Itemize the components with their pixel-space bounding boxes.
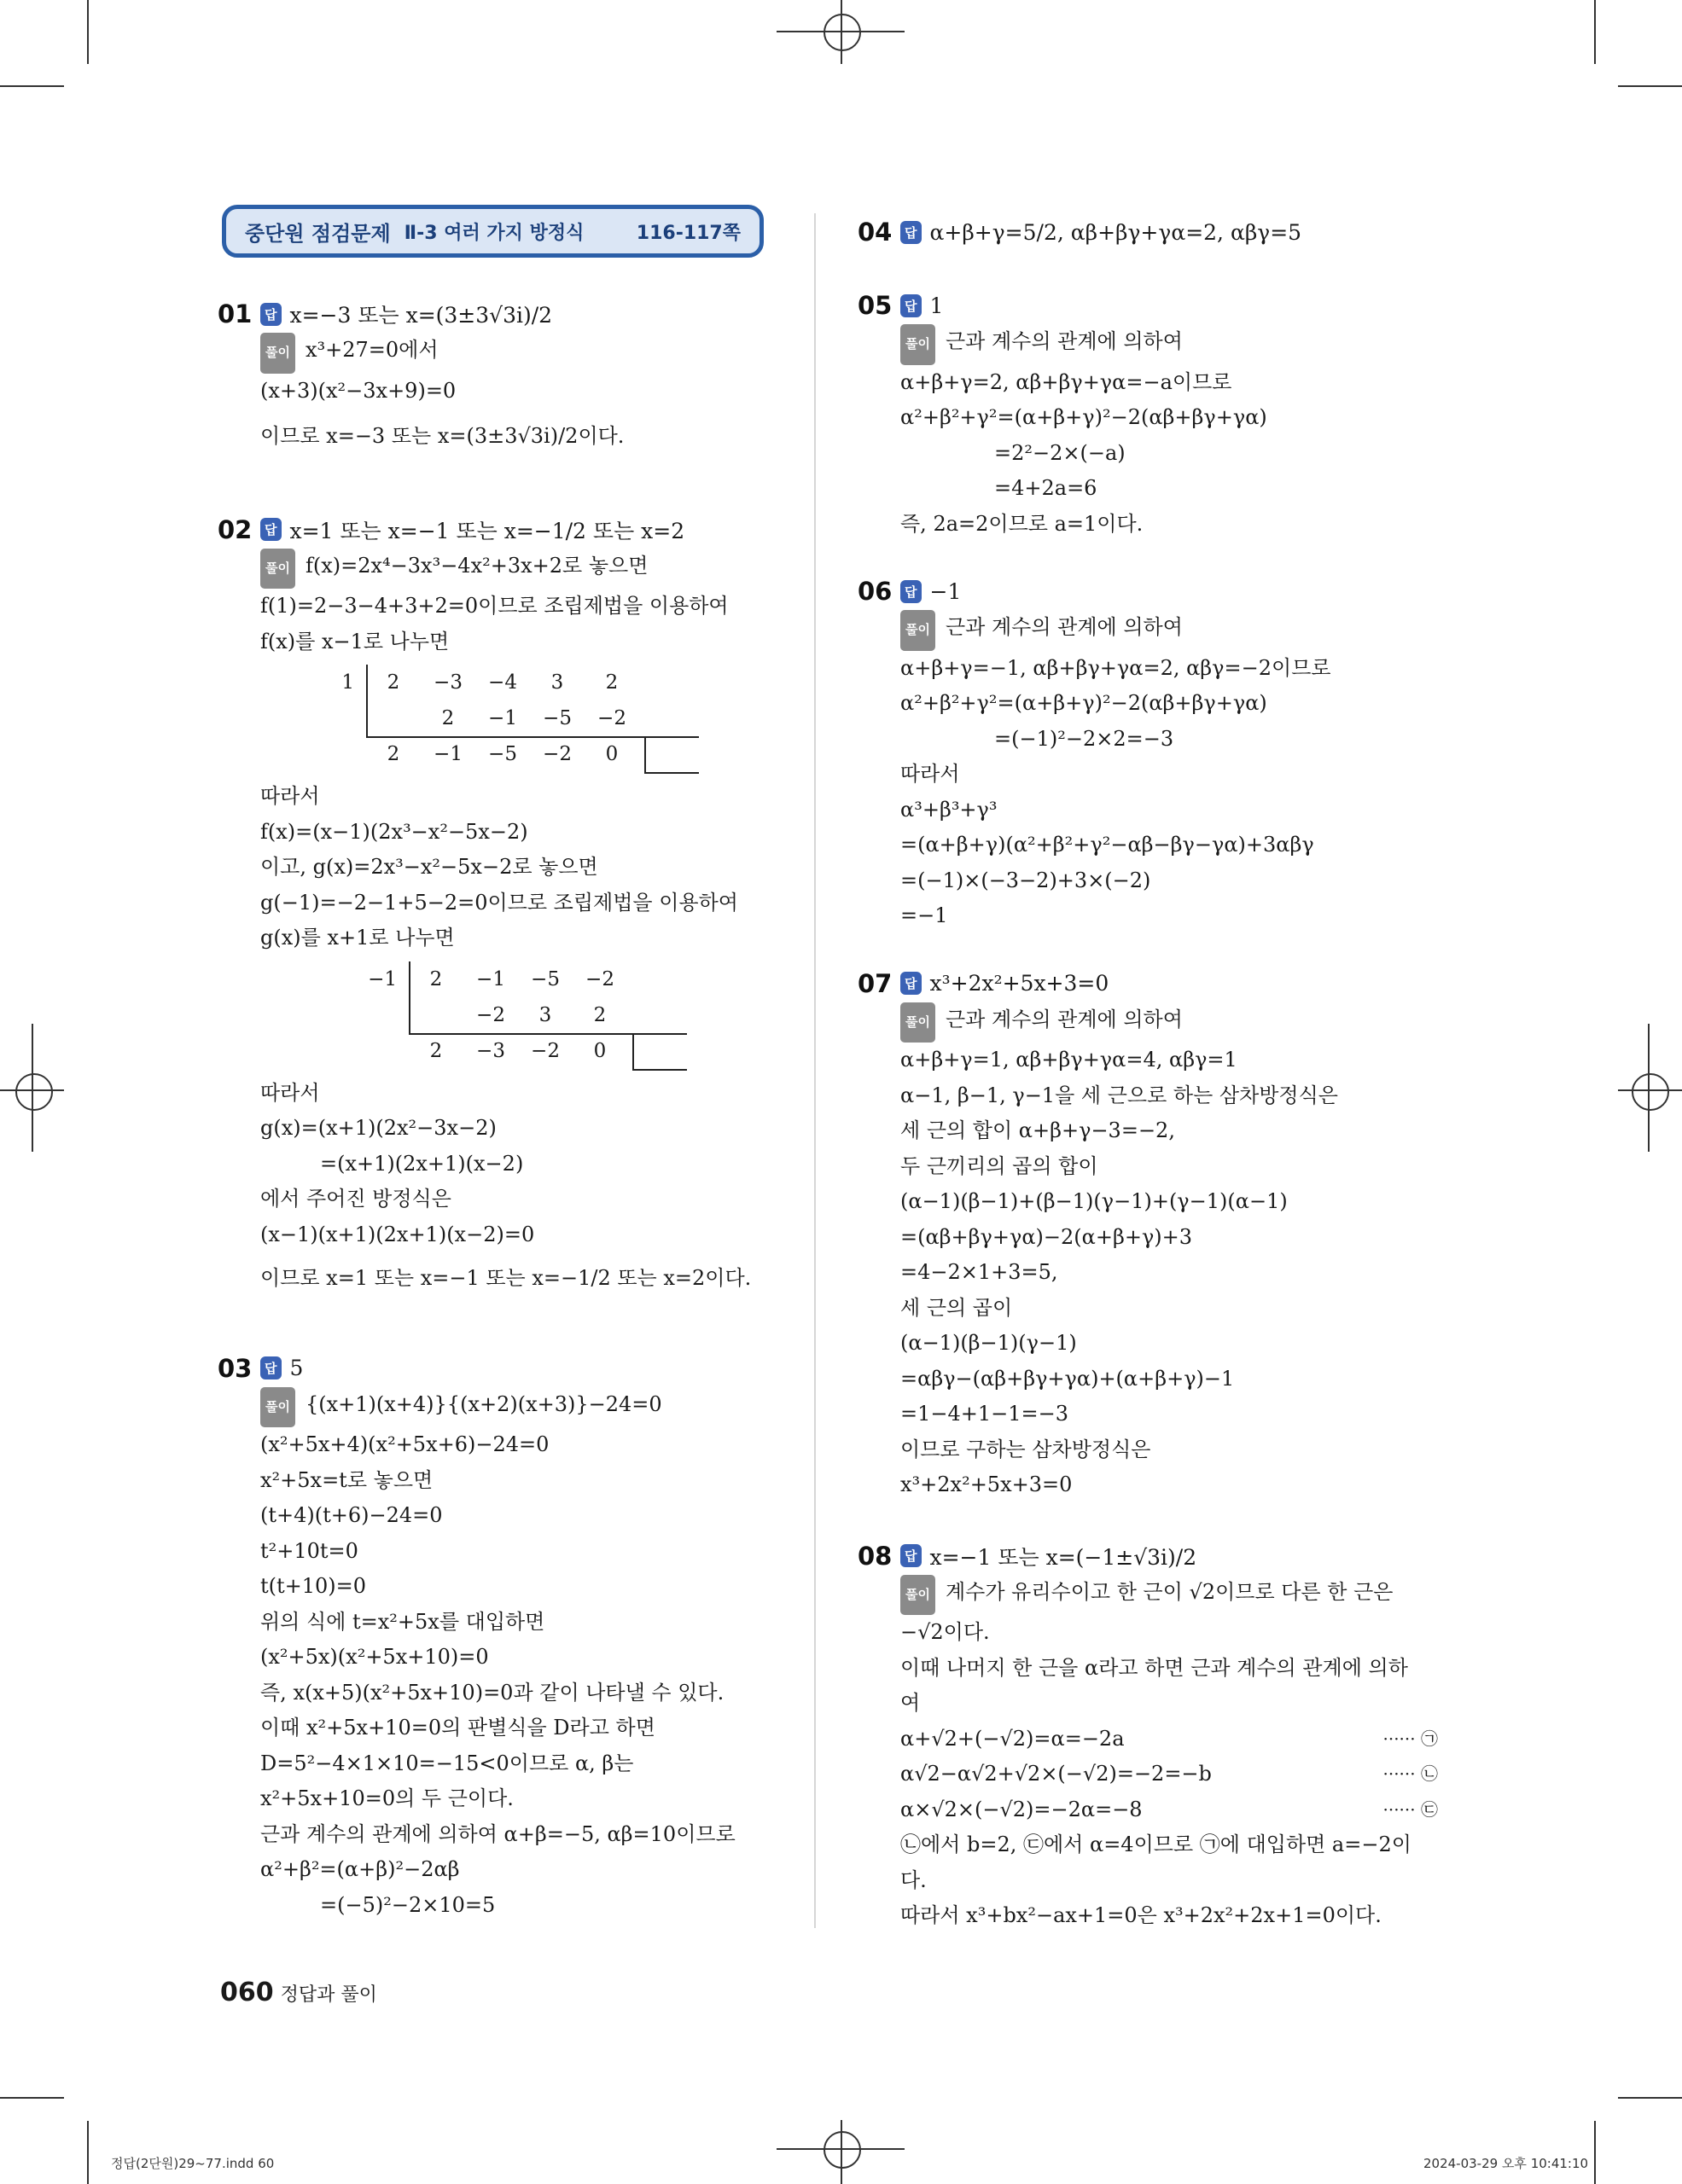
answer-text: 5	[289, 1356, 304, 1380]
solution-line: 이때 나머지 한 근을 α라고 하면 근과 계수의 관계에 의하	[900, 1655, 1408, 1680]
solution-line: α³+β³+γ³	[900, 797, 998, 822]
crop-mark	[87, 2121, 89, 2184]
solution-line: (x²+5x+4)(x²+5x+6)−24=0	[260, 1432, 550, 1456]
table-cell: 0	[605, 743, 619, 765]
solution-line: 따라서	[260, 1080, 320, 1105]
solution-tag: 풀이	[260, 333, 295, 374]
solution-line: =4−2×1+3=5,	[900, 1260, 1058, 1284]
solution-line: (x−1)(x+1)(2x+1)(x−2)=0	[260, 1222, 535, 1246]
table-cell: 2	[387, 671, 400, 694]
solution-tag: 풀이	[900, 324, 935, 365]
solution-line: ㉡에서 b=2, ㉢에서 α=4이므로 ㉠에 대입하면 a=−2이	[900, 1833, 1411, 1856]
problem-number: 02	[218, 514, 253, 544]
table-cell: −2	[543, 743, 572, 765]
problem-03	[218, 1350, 781, 1924]
solution-tag: 풀이	[260, 1387, 295, 1428]
table-cell: −1	[476, 967, 505, 990]
crop-mark	[1594, 0, 1596, 64]
solution-line: −√2이다.	[900, 1620, 990, 1644]
solution-line: D=5²−4×1×10=−15<0이므로 α, β는	[260, 1751, 634, 1775]
answer-tag: 답	[260, 303, 282, 326]
solution-line: 이므로 x=−3 또는 x=(3±3√3i)/2이다.	[260, 424, 625, 448]
problem-07	[858, 965, 1438, 1503]
solution-line: 이고, g(x)=2x³−x²−5x−2로 놓으면	[260, 855, 598, 879]
table-cell: 2	[387, 743, 400, 765]
solution-line: =(x+1)(2x+1)(x−2)	[320, 1151, 524, 1176]
answer-tag: 답	[900, 1544, 922, 1567]
column-divider	[814, 213, 816, 1928]
solution-line: x²+5x=t로 놓으면	[260, 1467, 434, 1492]
problem-05	[858, 287, 1438, 542]
table-cell: 2	[605, 671, 619, 694]
solution-tag: 풀이	[900, 1575, 935, 1616]
equation-line	[900, 1757, 1438, 1792]
registration-mark	[15, 1073, 53, 1111]
equation-marker: ······ ㉢	[1382, 1798, 1438, 1820]
solution-tag: 풀이	[900, 610, 935, 651]
solution-line: 근과 계수의 관계에 의하여	[945, 329, 1183, 353]
answer-text: α+β+γ=5/2, αβ+βγ+γα=2, αβγ=5	[929, 219, 1302, 245]
solution-line: 이므로 구하는 삼차방정식은	[900, 1437, 1151, 1461]
solution-line: 따라서 x³+bx²−ax+1=0은 x³+2x²+2x+1=0이다.	[900, 1903, 1382, 1927]
answer-tag: 답	[900, 221, 922, 244]
synthetic-division-table	[303, 665, 781, 772]
equation: α√2−α√2+√2×(−√2)=−2=−b	[900, 1762, 1212, 1786]
crop-mark	[1594, 2121, 1596, 2184]
table-cell: 2	[429, 1039, 443, 1062]
table-cell: 3	[550, 671, 564, 694]
problem-number: 03	[218, 1353, 253, 1383]
slug-filename: 정답(2단원)29~77.indd 60	[111, 2156, 275, 2171]
table-cell: −1	[434, 743, 463, 765]
solution-line: (α−1)(β−1)+(β−1)(γ−1)+(γ−1)(α−1)	[900, 1189, 1288, 1213]
solution-line: α−1, β−1, γ−1을 세 근으로 하는 삼차방정식은	[900, 1083, 1338, 1107]
table-cell: 0	[593, 1039, 607, 1062]
solution-line: f(x)=2x⁴−3x³−4x²+3x+2로 놓으면	[305, 553, 649, 578]
table-cell: 2	[429, 967, 443, 990]
answer-text: −1	[929, 578, 962, 604]
crop-mark	[841, 2120, 842, 2184]
solution-line: α²+β²=(α+β)²−2αβ	[260, 1857, 460, 1881]
solution-line: x³+27=0에서	[305, 338, 439, 362]
banner-section: Ⅱ-3 여러 가지 방정식	[404, 222, 585, 244]
answer-text: x³+2x²+5x+3=0	[929, 971, 1109, 996]
table-cell: −1	[368, 967, 397, 990]
solution-line: f(x)를 x−1로 나누면	[260, 629, 450, 653]
solution-line: 세 근의 곱이	[900, 1295, 1013, 1320]
solution-line: g(−1)=−2−1+5−2=0이므로 조립제법을 이용하여	[260, 890, 738, 915]
answer-tag: 답	[260, 518, 282, 541]
table-cell: 2	[441, 707, 455, 729]
table-cell: −5	[488, 743, 517, 765]
solution-line: 따라서	[260, 784, 320, 808]
equation: α×√2×(−√2)=−2α=−8	[900, 1797, 1143, 1821]
answer-text: x=−1 또는 x=(−1±√3i)/2	[929, 1544, 1197, 1570]
solution-line: g(x)=(x+1)(2x²−3x−2)	[260, 1116, 497, 1140]
banner-title: 중단원 점검문제	[245, 221, 391, 246]
answer-text: 1	[929, 293, 944, 318]
solution-line: (x+3)(x²−3x+9)=0	[260, 378, 457, 403]
solution-line: 따라서	[900, 762, 960, 786]
registration-mark	[824, 2131, 861, 2169]
solution-line: =(−5)²−2×10=5	[320, 1892, 496, 1917]
solution-tag: 풀이	[900, 1002, 935, 1043]
synthetic-division-table	[346, 961, 781, 1069]
solution-line: x³+2x²+5x+3=0	[900, 1472, 1073, 1496]
table-cell: −5	[543, 707, 572, 729]
crop-mark	[32, 1024, 33, 1152]
problem-08	[858, 1537, 1438, 1934]
solution-line: 근과 계수의 관계에 의하여 α+β=−5, αβ=10이므로	[260, 1821, 736, 1846]
table-cell: −3	[434, 671, 463, 694]
solution-line: 이므로 x=1 또는 x=−1 또는 x=−1/2 또는 x=2이다.	[260, 1266, 752, 1290]
table-cell: −3	[476, 1039, 505, 1062]
solution-line: 근과 계수의 관계에 의하여	[945, 615, 1183, 639]
equation: α+√2+(−√2)=α=−2a	[900, 1726, 1125, 1751]
solution-line: α²+β²+γ²=(α+β+γ)²−2(αβ+βγ+γα)	[900, 691, 1267, 715]
banner-pages: 116-117쪽	[636, 222, 741, 244]
problem-number: 08	[858, 1541, 893, 1571]
section-banner	[222, 205, 764, 258]
answer-tag: 답	[260, 1356, 282, 1380]
solution-line: α²+β²+γ²=(α+β+γ)²−2(αβ+βγ+γα)	[900, 405, 1267, 429]
footer-text: 정답과 풀이	[280, 1984, 377, 2006]
solution-line: =(−1)×(−3−2)+3×(−2)	[900, 868, 1151, 892]
table-cell: −1	[488, 707, 517, 729]
answer-text: x=1 또는 x=−1 또는 x=−1/2 또는 x=2	[289, 518, 685, 543]
problem-02	[218, 511, 781, 1297]
equation-line	[900, 1792, 1438, 1828]
problem-01	[218, 295, 781, 455]
problem-number: 01	[218, 299, 253, 328]
answer-tag: 답	[900, 580, 922, 603]
table-cell: −5	[531, 967, 560, 990]
crop-mark	[777, 2148, 905, 2150]
solution-line: =2²−2×(−a)	[994, 440, 1126, 465]
registration-mark	[824, 14, 861, 51]
page-footer	[220, 1978, 377, 2007]
crop-mark	[1618, 2097, 1682, 2099]
registration-mark	[1632, 1073, 1669, 1111]
solution-line: 다.	[900, 1867, 927, 1892]
table-cell: −2	[476, 1003, 505, 1026]
problem-06	[858, 572, 1438, 934]
problem-number: 05	[858, 291, 893, 320]
solution-tag: 풀이	[260, 549, 295, 590]
solution-line: 계수가 유리수이고 한 근이 √2이므로 다른 한 근은	[945, 1579, 1394, 1604]
problem-number: 06	[858, 577, 893, 606]
crop-mark	[1618, 1089, 1682, 1091]
crop-mark	[87, 0, 89, 64]
solution-line: =αβγ−(αβ+βγ+γα)+(α+β+γ)−1	[900, 1366, 1235, 1391]
solution-line: α+β+γ=2, αβ+βγ+γα=−a이므로	[900, 369, 1232, 394]
crop-mark	[777, 31, 905, 32]
solution-line: 두 근끼리의 곱의 합이	[900, 1153, 1098, 1178]
solution-line: 위의 식에 t=x²+5x를 대입하면	[260, 1609, 545, 1634]
crop-mark	[1648, 1024, 1650, 1152]
table-cell: −4	[488, 671, 517, 694]
solution-line: 여	[900, 1691, 921, 1715]
solution-line: 즉, x(x+5)(x²+5x+10)=0과 같이 나타낼 수 있다.	[260, 1680, 725, 1705]
solution-line: α+β+γ=1, αβ+βγ+γα=4, αβγ=1	[900, 1048, 1237, 1072]
solution-line: f(x)=(x−1)(2x³−x²−5x−2)	[260, 819, 528, 844]
table-cell: −2	[585, 967, 614, 990]
crop-mark	[1618, 85, 1682, 87]
solution-line: 세 근의 합이 α+β+γ−3=−2,	[900, 1118, 1175, 1142]
answer-tag: 답	[900, 294, 922, 317]
solution-line: =4+2a=6	[994, 476, 1097, 500]
table-cell: 2	[593, 1003, 607, 1026]
problem-number: 07	[858, 968, 893, 998]
solution-line: 즉, 2a=2이므로 a=1이다.	[900, 511, 1144, 536]
solution-line: (α−1)(β−1)(γ−1)	[900, 1331, 1077, 1355]
solution-line: (t+4)(t+6)−24=0	[260, 1503, 443, 1527]
solution-line: t(t+10)=0	[260, 1574, 367, 1598]
page-number: 060	[220, 1978, 274, 2007]
solution-line: t²+10t=0	[260, 1538, 358, 1563]
table-cell: −2	[597, 707, 626, 729]
solution-line: g(x)를 x+1로 나누면	[260, 926, 455, 950]
table-cell: 3	[538, 1003, 552, 1026]
solution-line: =−1	[900, 903, 948, 927]
solution-line: =(α+β+γ)(α²+β²+γ²−αβ−βγ−γα)+3αβγ	[900, 833, 1314, 857]
left-column	[218, 205, 781, 1923]
answer-text: x=−3 또는 x=(3±3√3i)/2	[289, 303, 553, 328]
solution-line: f(1)=2−3−4+3+2=0이므로 조립제법을 이용하여	[260, 594, 729, 618]
slug-timestamp: 2024-03-29 오후 10:41:10	[1423, 2156, 1589, 2171]
solution-line: =(−1)²−2×2=−3	[994, 726, 1174, 751]
table-cell: 1	[341, 671, 354, 694]
equation-marker: ······ ㉠	[1382, 1728, 1438, 1749]
right-column	[858, 205, 1438, 1934]
solution-line: 에서 주어진 방정식은	[260, 1187, 451, 1211]
solution-line: x²+5x+10=0의 두 근이다.	[260, 1786, 514, 1810]
crop-mark	[0, 2097, 64, 2099]
solution-line: 근과 계수의 관계에 의하여	[945, 1007, 1183, 1031]
solution-line: =(αβ+βγ+γα)−2(α+β+γ)+3	[900, 1224, 1193, 1249]
equation-marker: ······ ㉡	[1382, 1763, 1438, 1784]
solution-line: =1−4+1−1=−3	[900, 1402, 1069, 1426]
solution-line: 이때 x²+5x+10=0의 판별식을 D라고 하면	[260, 1716, 655, 1740]
solution-line: α+β+γ=−1, αβ+βγ+γα=2, αβγ=−2이므로	[900, 655, 1331, 680]
crop-mark	[0, 1089, 64, 1091]
solution-line: (x²+5x)(x²+5x+10)=0	[260, 1645, 489, 1669]
equation-line	[900, 1722, 1438, 1757]
table-cell: −2	[531, 1039, 560, 1062]
problem-number: 04	[858, 218, 893, 247]
solution-line: {(x+1)(x+4)}{(x+2)(x+3)}−24=0	[305, 1391, 662, 1416]
answer-tag: 답	[900, 972, 922, 995]
problem-04	[858, 213, 1438, 251]
crop-mark	[0, 85, 64, 87]
